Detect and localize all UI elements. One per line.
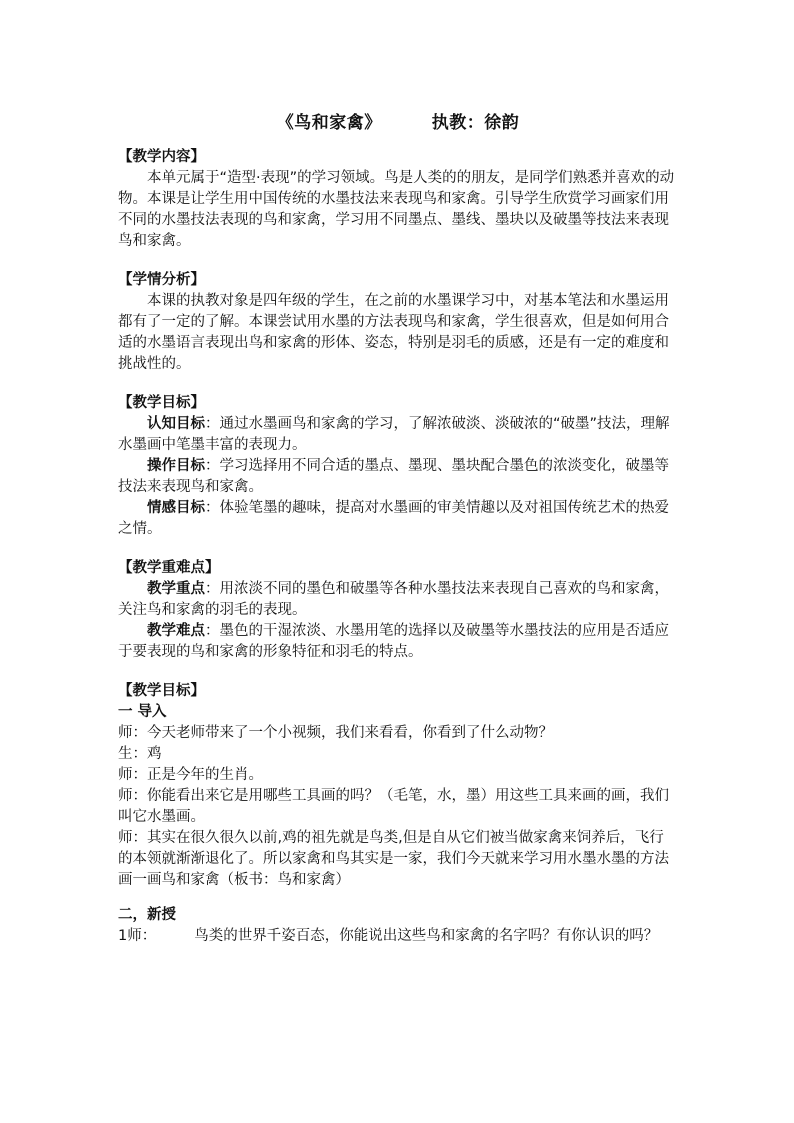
item-text: 鸟类的世界千姿百态，你能说出这些鸟和家禽的名字吗？有你认识的吗？ (194, 928, 659, 944)
goal-label: 操作目标 (147, 458, 205, 474)
keypoint-text: ：墨色的干湿浓淡、水墨用笔的选择以及破墨等水墨技法的应用是否适应于要表现的鸟和家禽的形象特征和羽毛的特点。 (118, 623, 669, 660)
document-page (118, 100, 678, 947)
analysis-heading: 【学情分析】 (118, 272, 205, 288)
teacher-name: 执教：徐韵 (431, 113, 520, 133)
goal-emotion (118, 498, 678, 540)
dialog-line: 生：鸡 (118, 746, 162, 762)
goal-text: ：通过水墨画鸟和家禽的学习，了解浓破淡、淡破浓的“破墨”技法，理解水墨画中笔墨丰富的表现力。 (118, 416, 670, 453)
content-heading: 【教学内容】 (118, 149, 205, 165)
goal-label: 情感目标 (147, 500, 205, 516)
keypoint-difficulty (118, 621, 678, 663)
dialog-line: 师：其实在很久很久以前,鸡的祖先就是鸟类,但是自从它们被当做家禽来饲养后，飞行的本领就渐渐退化了。所以家禽和鸟其实是一家，我们今天就来学习用水墨水墨的方法画一画鸟和家禽（板书：鸟和家禽） (118, 830, 669, 888)
new-item-1 (118, 926, 678, 947)
goal-cognitive (118, 414, 678, 456)
content-paragraph: 本单元属于“造型·表现”的学习领域。鸟是人类的的朋友，是同学们熟悉并喜欢的动物。本课是让学生用中国传统的水墨技法来表现鸟和家禽。引导学生欣赏学习画家们用不同的水墨技法表现的鸟和家禽，学习用不同墨点、墨线、墨块以及破墨等技法来表现鸟和家禽。 (118, 170, 675, 249)
goal-operation (118, 456, 678, 498)
keypoint-focus (118, 579, 678, 621)
dialog-line: 师：今天老师带来了一个小视频，我们来看看，你看到了什么动物？ (118, 725, 553, 741)
goal-text: ：学习选择用不同合适的墨点、墨现、墨块配合墨色的浓淡变化，破墨等技法来表现鸟和家禽。 (118, 458, 669, 495)
item-prefix: 1师： (118, 928, 157, 944)
dialog-line: 师：你能看出来它是用哪些工具画的吗？（毛笔，水，墨）用这些工具来画的画，我们叫它水墨画。 (118, 788, 669, 825)
keypoint-text: ：用浓淡不同的墨色和破墨等各种水墨技法来表现自己喜欢的鸟和家禽，关注鸟和家禽的羽毛的表现。 (118, 581, 669, 618)
keypoints-heading: 【教学重难点】 (118, 560, 220, 576)
lesson-title: 《鸟和家禽》 (276, 113, 382, 133)
goals-heading: 【教学目标】 (118, 395, 205, 411)
process-heading: 【教学目标】 (118, 683, 205, 699)
section-new-heading: 二，新授 (118, 907, 176, 923)
goal-text: ：体验笔墨的趣味，提高对水墨画的审美情趣以及对祖国传统艺术的热爱之情。 (118, 500, 669, 537)
goal-label: 认知目标 (147, 416, 205, 432)
keypoint-label: 教学重点 (147, 581, 205, 597)
section-intro-heading: 一 导入 (118, 704, 167, 720)
keypoint-label: 教学难点 (147, 623, 205, 639)
analysis-paragraph: 本课的执教对象是四年级的学生，在之前的水墨课学习中，对基本笔法和水墨运用都有了一定的了解。本课尝试用水墨的方法表现鸟和家禽，学生很喜欢，但是如何用合适的水墨语言表现出鸟和家禽的形体、姿态，特别是羽毛的质感，还是有一定的难度和挑战性的。 (118, 293, 669, 372)
document-title (118, 108, 678, 133)
dialog-line: 师：正是今年的生肖。 (118, 767, 263, 783)
